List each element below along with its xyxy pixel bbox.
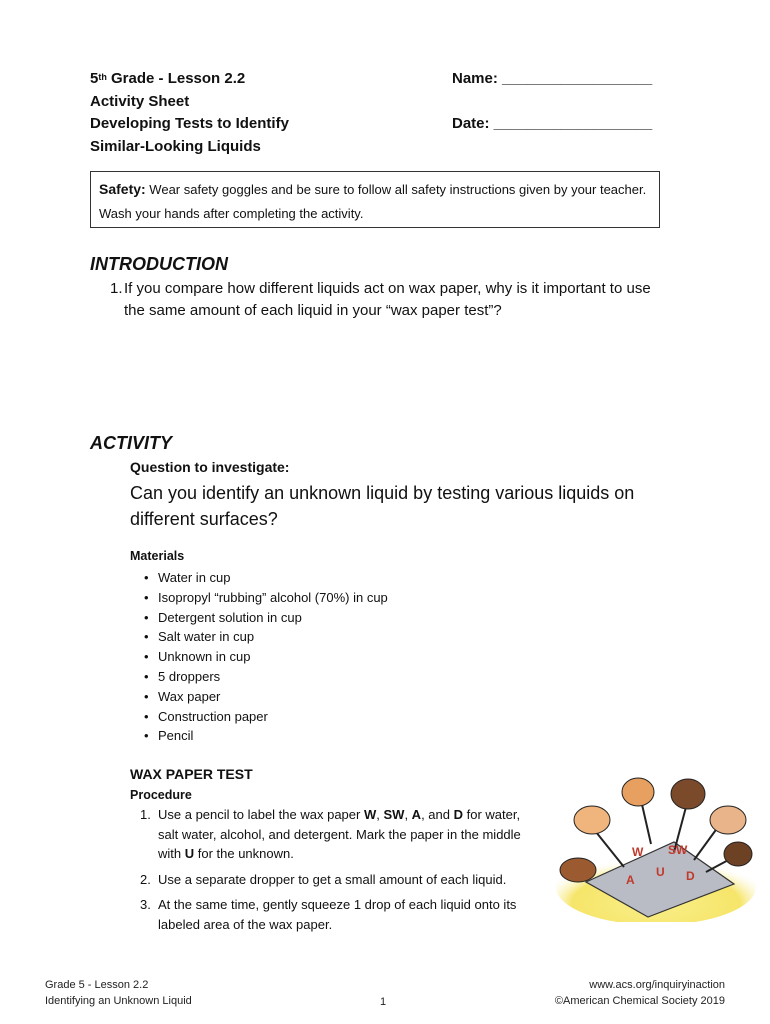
- footer-copyright: ©American Chemical Society 2019: [554, 995, 725, 1007]
- procedure-step-1: 1. Use a pencil to label the wax paper W, SW, A, and D for water, salt water, alcohol, and detergent. Mark the paper in the middle with U for the unknown.: [140, 807, 521, 861]
- list-item: • Pencil: [144, 728, 194, 744]
- footer-right: [555, 977, 725, 1009]
- list-item: • Detergent solution in cup: [144, 609, 302, 625]
- lesson-header: [90, 68, 289, 158]
- footer-title: Identifying an Unknown Liquid: [45, 995, 192, 1007]
- list-item: • Wax paper: [144, 688, 221, 704]
- label-sw: SW: [668, 843, 688, 857]
- footer-left: [45, 977, 192, 1009]
- question-number: 1.: [110, 280, 123, 297]
- name-field[interactable]: Name: __________________: [452, 70, 653, 87]
- grade-lesson-text: Grade - Lesson 2.2: [106, 70, 246, 87]
- title-line-2: Similar-Looking Liquids: [90, 137, 261, 155]
- grade-superscript: th: [98, 72, 107, 82]
- list-item: • Unknown in cup: [144, 649, 251, 665]
- label-a: A: [626, 873, 635, 887]
- introduction-heading: INTRODUCTION: [90, 254, 228, 274]
- grade-number: 5: [90, 70, 99, 87]
- materials-list: [144, 568, 388, 746]
- safety-text: Wear safety goggles and be sure to follow all safety instructions given by your teacher. Wash your hands after completing the activity.: [99, 182, 647, 221]
- grade-lesson-line: [90, 68, 289, 91]
- procedure-step-2: 2. Use a separate dropper to get a small amount of each liquid.: [140, 871, 507, 887]
- materials-heading: Materials: [130, 549, 185, 563]
- footer-url[interactable]: www.acs.org/inquiryinaction: [589, 979, 725, 991]
- page-number: 1: [380, 996, 387, 1008]
- footer-lesson: Grade 5 - Lesson 2.2: [45, 979, 149, 991]
- list-item: • 5 droppers: [144, 668, 221, 684]
- activity-heading: ACTIVITY: [90, 433, 173, 453]
- date-field[interactable]: Date: ___________________: [452, 115, 653, 132]
- student-fields: [452, 68, 652, 136]
- question-text: If you compare how different liquids act on wax paper, why is it important to use the same amount of each liquid in your “wax paper test”?: [124, 280, 651, 319]
- list-item: • Construction paper: [144, 708, 268, 724]
- procedure-steps: [140, 805, 540, 940]
- title-line-1: Developing Tests to Identify: [90, 115, 289, 132]
- procedure-heading: Procedure: [130, 788, 192, 802]
- procedure-step-3: 3. At the same time, gently squeeze 1 drop of each liquid onto its labeled area of the wax paper.: [140, 897, 517, 932]
- list-item: • Isopropyl “rubbing” alcohol (70%) in cup: [144, 589, 388, 605]
- label-w: W: [632, 845, 644, 859]
- question-1: [110, 278, 670, 322]
- safety-box: [90, 171, 660, 228]
- safety-label: Safety:: [99, 181, 146, 197]
- label-u: U: [656, 865, 665, 879]
- list-item: • Salt water in cup: [144, 629, 255, 645]
- question-to-investigate-label: Question to investigate:: [130, 459, 290, 475]
- label-d: D: [686, 869, 695, 883]
- question-to-investigate-text: Can you identify an unknown liquid by testing various liquids on different surfaces?: [130, 483, 635, 529]
- wax-paper-illustration: [556, 772, 756, 922]
- wax-paper-test-heading: WAX PAPER TEST: [130, 766, 253, 782]
- list-item: • Water in cup: [144, 570, 231, 585]
- activity-sheet-label: Activity Sheet: [90, 92, 190, 110]
